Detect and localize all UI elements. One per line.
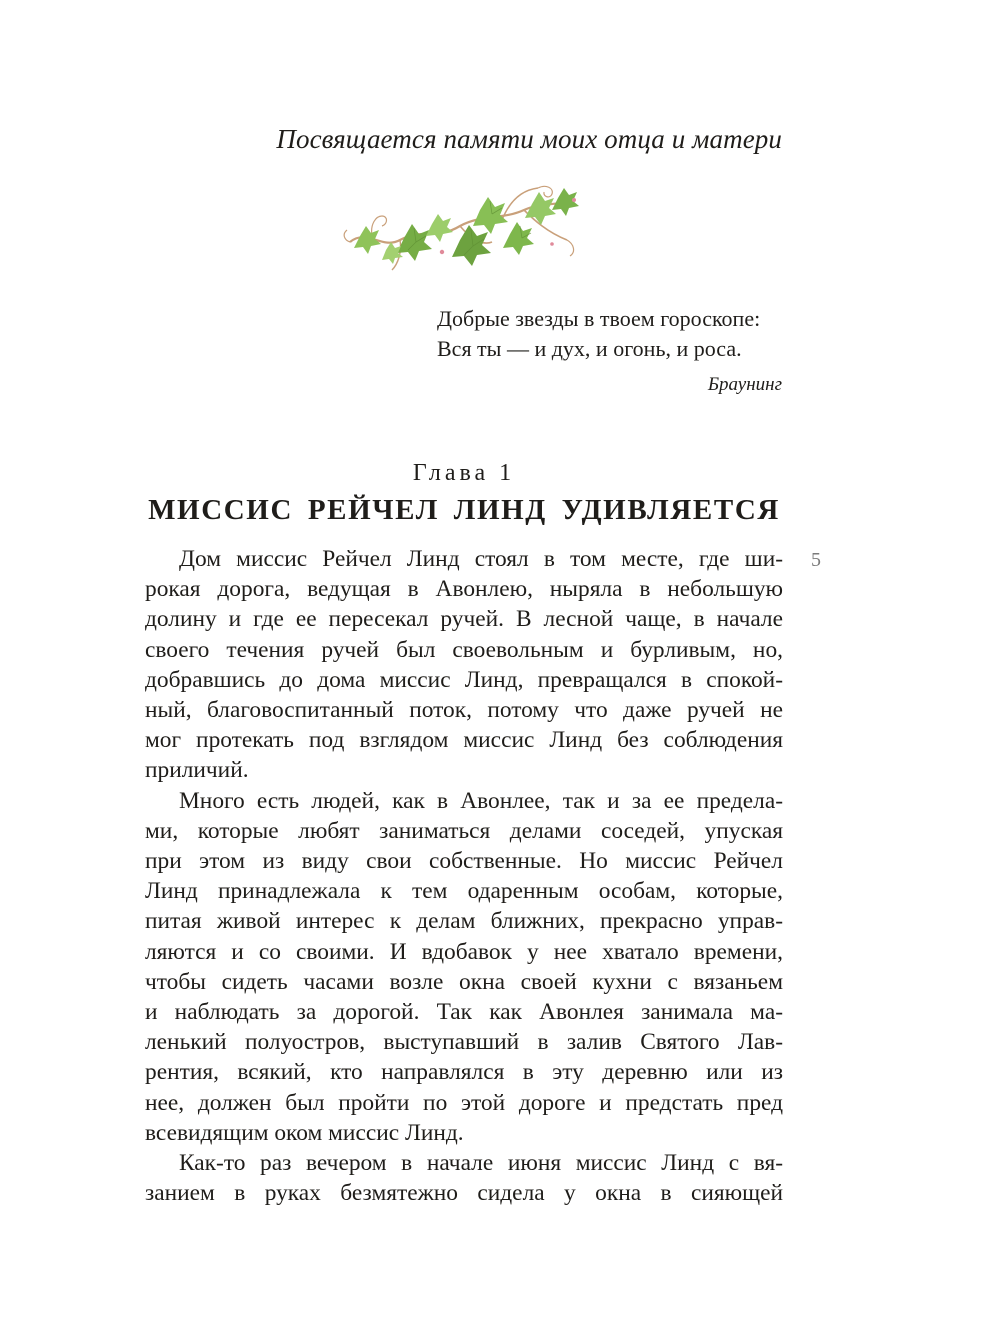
text-line: приличий. [145, 757, 249, 784]
body-text [145, 544, 783, 1208]
text-line: рокая дорога, ведущая в Авонлею, ныряла в небольшую [145, 576, 783, 603]
text-line: ляются и со своими. И вдобавок у нее хватало времени, [145, 938, 783, 965]
text-line: рентия, всякий, кто направлялся в эту деревню или из [145, 1059, 783, 1086]
text-line: мог протекать под взглядом миссис Линд без соблюдения [145, 727, 783, 754]
dedication: Посвящается памяти моих отца и матери [276, 124, 782, 154]
text-line: Линд принадлежала к тем одаренным особам, которые, [145, 878, 783, 905]
text-line: своего течения ручей был своевольным и бурливым, но, [145, 636, 783, 663]
chapter-label: Глава 1 [412, 460, 516, 486]
text-line: занием в руках безмятежно сидела у окна в сияющей [145, 1180, 783, 1207]
text-line: Дом миссис Рейчел Линд стоял в том месте, где ши- [179, 546, 783, 572]
text-line: нее, должен был пройти по этой дороге и предстать пред [145, 1089, 783, 1116]
epigraph-line: Добрые звезды в твоем гороскопе: [437, 306, 761, 331]
text-line: при этом из виду свои собственные. Но миссис Рейчел [145, 848, 783, 875]
text-line: питая живой интерес к делам ближних, прекрасно управ- [145, 908, 783, 935]
epigraph [437, 304, 787, 400]
ivy-branch-icon [342, 180, 587, 276]
text-line: Много есть людей, как в Авонлее, так и за ее предела- [179, 787, 783, 814]
text-line: всевидящим оком миссис Линд. [145, 1119, 464, 1146]
page-number: 5 [811, 549, 821, 571]
epigraph-line: Вся ты — и дух, и огонь, и роса. [437, 336, 742, 361]
text-line: чтобы сидеть часами возле окна своей кухни с вязаньем [145, 968, 783, 995]
text-line: ми, которые любят заниматься делами соседей, упуская [145, 817, 783, 844]
text-line: и наблюдать за дорогой. Так как Авонлея занимала ма- [145, 999, 783, 1026]
epigraph-author: Браунинг [707, 374, 782, 395]
text-line: добравшись до дома миссис Линд, превращался в спокой- [145, 666, 783, 693]
text-line: Как-то раз вечером в начале июня миссис Линд с вя- [179, 1150, 783, 1177]
text-line: долину и где ее пересекал ручей. В лесной чаще, в начале [145, 606, 783, 633]
chapter-title: МИССИС РЕЙЧЕЛ ЛИНД УДИВЛЯЕТСЯ [148, 494, 780, 526]
text-line: ный, благовоспитанный поток, потому что даже ручей не [145, 697, 783, 724]
text-line: ленький полуостров, выступавший в залив Святого Лав- [145, 1029, 783, 1056]
